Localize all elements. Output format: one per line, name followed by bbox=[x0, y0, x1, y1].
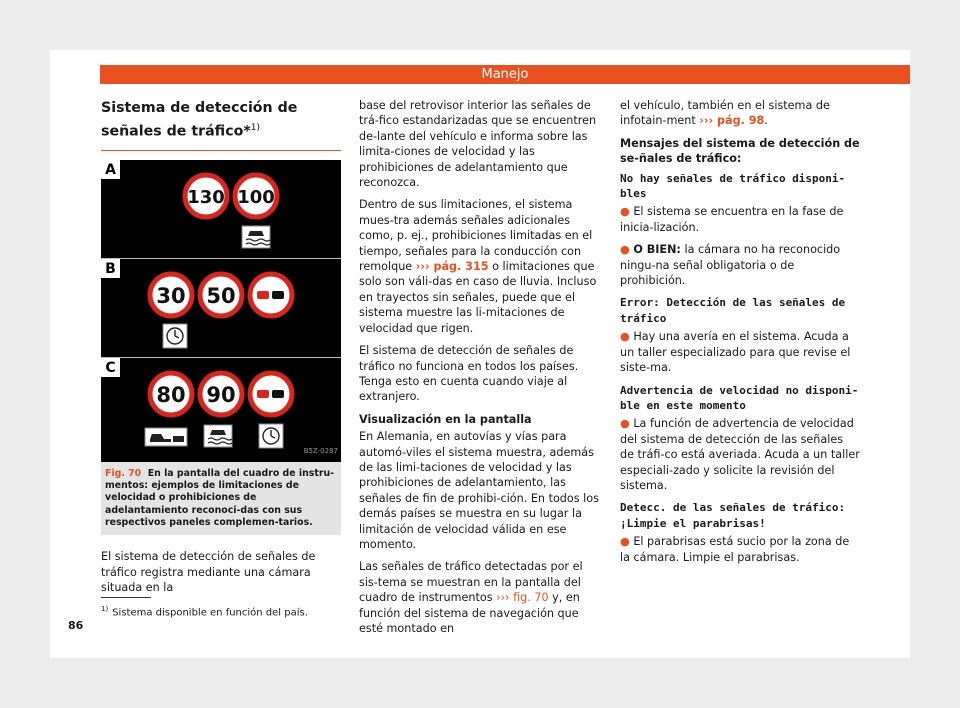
footnote-ref: 1) bbox=[250, 123, 261, 133]
subheading: Mensajes del sistema de detección de se-ñales de tráfico: bbox=[620, 136, 860, 166]
column-1 bbox=[101, 98, 341, 602]
sign-value: 130 bbox=[187, 186, 225, 208]
speed-sign-90 bbox=[200, 373, 242, 415]
option-mark: * bbox=[243, 123, 251, 140]
panel-label: A bbox=[101, 160, 120, 179]
bullet-item: ● O BIEN: la cámara no ha reconocido ningu-na señal obligatoria o de prohibición. bbox=[620, 243, 841, 288]
footnote-text: Sistema disponible en función del país. bbox=[112, 607, 308, 619]
wet-road-icon bbox=[204, 425, 232, 447]
figure-panel-a bbox=[101, 160, 341, 259]
bullet-icon: ● bbox=[620, 535, 630, 549]
panel-a-graphic bbox=[101, 160, 341, 258]
column-2 bbox=[359, 98, 600, 643]
figure-ref: Fig. 70 bbox=[105, 467, 142, 479]
bullet-item: ● Hay una avería en el sistema. Acuda a un taller especializado para que revise el siste-ma. bbox=[620, 330, 851, 375]
figure-link-70[interactable]: ››› fig. 70 bbox=[496, 591, 549, 605]
subheading: Visualización en la pantalla bbox=[359, 412, 532, 426]
panel-label: C bbox=[101, 358, 120, 377]
message-error: Error: Detección de las señales de tráfico bbox=[620, 296, 846, 325]
body-paragraph: El sistema de detección de señales de tráfico no funciona en todos los países. Tenga esto en cuenta cuando viaje al extranjero. bbox=[359, 344, 579, 404]
sign-value: 100 bbox=[237, 186, 275, 208]
page-link-315[interactable]: ››› pág. 315 bbox=[415, 260, 489, 274]
speed-sign-100 bbox=[235, 175, 277, 217]
sign-value: 90 bbox=[206, 382, 236, 407]
figure-panel-c bbox=[101, 358, 341, 462]
car-trailer-icon bbox=[145, 428, 187, 446]
message-no-signs: No hay señales de tráfico disponi-bles bbox=[620, 171, 846, 201]
sign-value: 30 bbox=[156, 283, 186, 308]
bullet-item: ● El sistema se encuentra en la fase de inicia-lización. bbox=[620, 205, 844, 234]
bullet-icon: ● bbox=[620, 205, 630, 219]
no-overtaking-sign-icon bbox=[250, 373, 292, 415]
speed-sign-30 bbox=[150, 274, 192, 316]
bullet-icon: ● bbox=[620, 417, 630, 431]
section-title bbox=[101, 98, 341, 142]
footnote bbox=[101, 605, 308, 618]
sign-value: 80 bbox=[156, 382, 186, 407]
figure-70 bbox=[101, 160, 341, 462]
footnote-rule bbox=[101, 597, 151, 598]
speed-sign-130 bbox=[185, 175, 227, 217]
caption-text: En la pantalla del cuadro de instru-mentos: ejemplos de limitaciones de velocidad o prohibiciones de adelantamiento reconoci-das con sus respectivos paneles complemen-tarios. bbox=[105, 467, 335, 528]
body-paragraph: Las señales de tráfico detectadas por el sis-tema se muestran en la pantalla del cuadro de instrumentos ››› fig. 70 y, en función del sistema de navegación que esté montado en bbox=[359, 560, 583, 635]
body-paragraph: El sistema de detección de señales de tráfico registra mediante una cámara situada en la bbox=[101, 550, 316, 595]
sign-value: 50 bbox=[206, 283, 236, 308]
figure-caption bbox=[101, 462, 341, 535]
figure-code: B5Z-0287 bbox=[303, 447, 338, 456]
body-paragraph: el vehículo, también en el sistema de infotain-ment ››› pág. 98. bbox=[620, 99, 830, 128]
section-title-text: Sistema de detección de señales de tráfico bbox=[101, 100, 298, 140]
bullet-item: ● El parabrisas está sucio por la zona de la cámara. Limpie el parabrisas. bbox=[620, 535, 850, 564]
panel-label: B bbox=[101, 259, 120, 278]
footnote-mark: 1) bbox=[101, 605, 109, 613]
page-number: 86 bbox=[68, 619, 84, 632]
section-header: Manejo bbox=[100, 65, 910, 84]
panel-b-graphic bbox=[101, 259, 341, 357]
manual-page bbox=[50, 50, 910, 658]
bullet-icon: ● bbox=[620, 330, 630, 344]
clock-icon bbox=[259, 424, 283, 448]
body-paragraph: En Alemania, en autovías y vías para automó-viles el sistema muestra, además de las limi-taciones de velocidad y las prohibiciones de adelantamiento, las señales de fin de prohibi-ción. En todos los demás países se muestra en su lugar la limitación de velocidad válida en ese momento. bbox=[359, 430, 599, 551]
figure-panel-b bbox=[101, 259, 341, 358]
title-rule bbox=[101, 150, 341, 151]
body-paragraph: base del retrovisor interior las señales de trá-fico estandarizadas que se encuentren de-lante del vehículo e informa sobre las limita-ciones de velocidad y las prohibiciones de adelantamiento que reconozca. bbox=[359, 99, 597, 190]
message-speed-warning: Advertencia de velocidad no disponi-ble en este momento bbox=[620, 383, 859, 412]
bullet-icon: ● bbox=[620, 243, 630, 257]
no-overtaking-sign-icon bbox=[250, 274, 292, 316]
wet-road-icon bbox=[242, 226, 270, 248]
page-link-98[interactable]: ››› pág. 98 bbox=[699, 114, 765, 128]
speed-sign-50 bbox=[200, 274, 242, 316]
body-paragraph: Dentro de sus limitaciones, el sistema mues-tra además señales adicionales como, p. ej., prohibiciones limitadas en el tiempo, señales para la conducción con remolque ››› pág. 315 o limitaciones que solo son váli-das en caso de lluvia. Incluso en trayectos sin señales, puede que el sistema muestre las li-mitaciones de velocidad que rigen. bbox=[359, 198, 597, 335]
message-clean-windshield: Detecc. de las señales de tráfico: ¡Limpie el parabrisas! bbox=[620, 501, 846, 530]
speed-sign-80 bbox=[150, 373, 192, 415]
column-3 bbox=[620, 98, 860, 572]
bullet-item: ● La función de advertencia de velocidad del sistema de detección de las señales de tráfi-co está averiada. Acuda a un taller especiali-zado y solicite la revisión del sistema. bbox=[620, 417, 860, 492]
clock-icon bbox=[163, 324, 187, 348]
